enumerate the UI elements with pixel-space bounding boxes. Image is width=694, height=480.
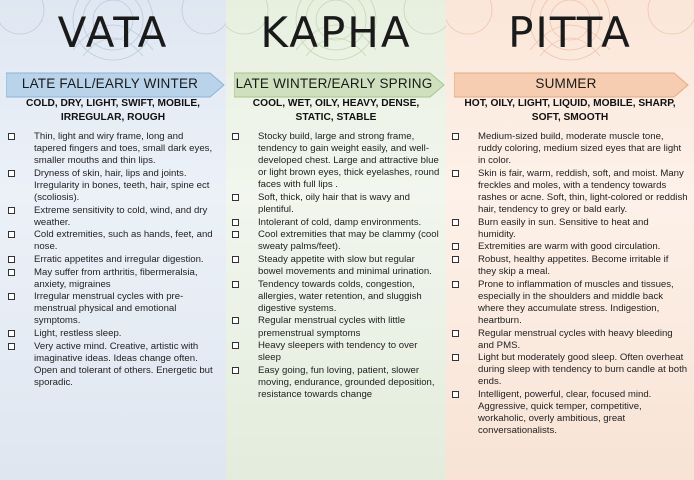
pitta-title: PITTA [508, 8, 632, 57]
checkbox-icon [232, 231, 239, 238]
vata-title: VATA [57, 8, 169, 57]
checkbox-icon [8, 133, 15, 140]
list-item: Regular menstrual cycles with heavy bleeding and PMS. [450, 328, 688, 352]
list-item: Cold extremities, such as hands, feet, and nose. [6, 229, 214, 253]
kapha-season-banner [234, 72, 446, 98]
checkbox-icon [232, 256, 239, 263]
checkbox-icon [8, 343, 15, 350]
list-item: Easy going, fun loving, patient, slower moving, endurance, grounded deposition, resistance towards change [230, 365, 442, 401]
kapha-traits-list [230, 131, 442, 402]
kapha-season: LATE WINTER/EARLY SPRING [235, 76, 433, 91]
vata-qualities: COLD, DRY, LIGHT, SWIFT, MOBILE, IRREGULAR, ROUGH [26, 98, 200, 123]
vata-column [0, 0, 226, 480]
list-item: Steady appetite with slow but regular bowel movements and minimal urination. [230, 254, 442, 278]
kapha-column [226, 0, 446, 480]
kapha-qualities: COOL, WET, OILY, HEAVY, DENSE, STATIC, STABLE [252, 98, 420, 123]
list-item: May suffer from arthritis, fibermeralsia, anxiety, migraines [6, 267, 214, 291]
checkbox-icon [232, 281, 239, 288]
kapha-title: KAPHA [260, 8, 412, 57]
list-item: Light, restless sleep. [6, 328, 214, 340]
checkbox-icon [8, 330, 15, 337]
list-item: Light but moderately good sleep. Often overheat during sleep with tendency to burn candle at both ends. [450, 352, 688, 388]
checkbox-icon [232, 194, 239, 201]
checkbox-icon [8, 207, 15, 214]
checkbox-icon [452, 243, 459, 250]
checkbox-icon [452, 391, 459, 398]
list-item: Intolerant of cold, damp environments. [230, 217, 442, 229]
pitta-traits-list [450, 131, 688, 438]
list-item: Tendency towards colds, congestion, allergies, water retention, and sluggish digestive systems. [230, 279, 442, 315]
list-item: Thin, light and wiry frame, long and tapered fingers and toes, small dark eyes, smaller mouths and thin lips. [6, 131, 214, 167]
checkbox-icon [452, 256, 459, 263]
list-item: Heavy sleepers with tendency to over sleep [230, 340, 442, 364]
checkbox-icon [232, 133, 239, 140]
checkbox-icon [232, 219, 239, 226]
pitta-qualities: HOT, OILY, LIGHT, LIQUID, MOBILE, SHARP, SOFT, SMOOTH [464, 98, 676, 123]
list-item: Extremities are warm with good circulation. [450, 241, 688, 253]
vata-season-banner [6, 72, 226, 98]
checkbox-icon [8, 293, 15, 300]
list-item: Prone to inflammation of muscles and tissues, especially in the shoulders and middle back where they accumulate stress. Indigestion, heartburn. [450, 279, 688, 327]
list-item: Dryness of skin, hair, lips and joints. Irregularity in bones, teeth, hair, spine ect (scoliosis). [6, 168, 214, 204]
list-item: Skin is fair, warm, reddish, soft, and moist. Many freckles and moles, with a tendency towards rashes or acne. Soft, thin, light-colored or reddish hair, tendency to grey or bald early. [450, 168, 688, 216]
vata-traits-list [6, 131, 214, 389]
checkbox-icon [232, 367, 239, 374]
checkbox-icon [8, 256, 15, 263]
checkbox-icon [232, 317, 239, 324]
checkbox-icon [452, 354, 459, 361]
checkbox-icon [452, 219, 459, 226]
list-item: Erratic appetites and irregular digestion. [6, 254, 214, 266]
list-item: Robust, healthy appetites. Become irritable if they skip a meal. [450, 254, 688, 278]
list-item: Extreme sensitivity to cold, wind, and dry weather. [6, 205, 214, 229]
checkbox-icon [452, 330, 459, 337]
list-item: Burn easily in sun. Sensitive to heat and humidity. [450, 217, 688, 241]
list-item: Stocky build, large and strong frame, tendency to gain weight easily, and well-developed chest. Large and attractive blue or light brown eyes, thick eyelashes, round faces with full lips . [230, 131, 442, 191]
vata-season: LATE FALL/EARLY WINTER [21, 76, 199, 91]
list-item: Irregular menstrual cycles with pre-menstrual physical and emotional symptoms. [6, 291, 214, 327]
pitta-season-banner [454, 72, 690, 98]
checkbox-icon [452, 170, 459, 177]
pitta-column [446, 0, 694, 480]
checkbox-icon [232, 342, 239, 349]
list-item: Intelligent, powerful, clear, focused mind. Aggressive, quick temper, competitive, workaholic, overly ambitious, great conversationalists. [450, 389, 688, 437]
checkbox-icon [452, 133, 459, 140]
list-item: Soft, thick, oily hair that is wavy and plentiful. [230, 192, 442, 216]
checkbox-icon [8, 170, 15, 177]
pitta-season: SUMMER [535, 76, 597, 91]
checkbox-icon [8, 231, 15, 238]
list-item: Very active mind. Creative, artistic with imaginative ideas. Ideas change often. Open and tolerant of others. Energetic but sporadic. [6, 341, 214, 389]
list-item: Medium-sized build, moderate muscle tone, ruddy coloring, medium sized eyes that are light in color. [450, 131, 688, 167]
checkbox-icon [452, 281, 459, 288]
list-item: Cool extremities that may be clammy (cool sweaty palms/feet). [230, 229, 442, 253]
list-item: Regular menstrual cycles with little premenstrual symptoms [230, 315, 442, 339]
checkbox-icon [8, 269, 15, 276]
